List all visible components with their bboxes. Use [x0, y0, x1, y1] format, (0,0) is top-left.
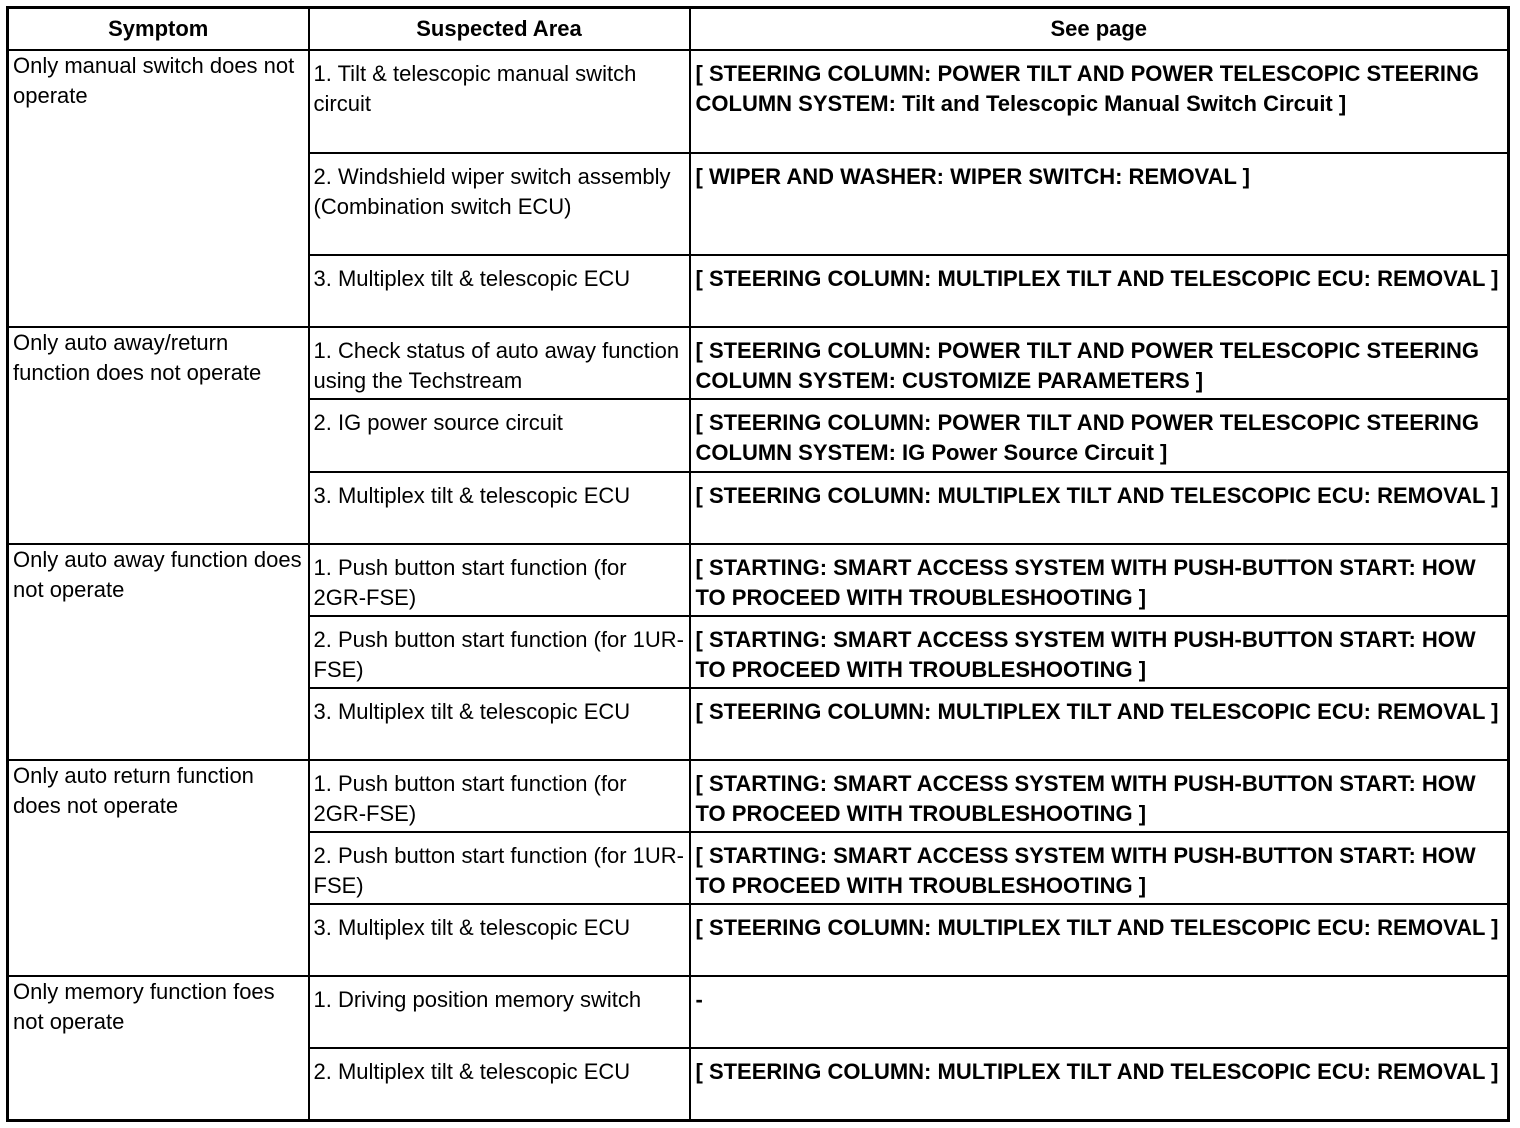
see-page-link[interactable]: [ STARTING: SMART ACCESS SYSTEM WITH PUSH-BUTTON START: HOW TO PROCEED WITH TROUBLESHOOTING ]	[690, 544, 1509, 616]
suspected-area-cell: 3. Multiplex tilt & telescopic ECU	[309, 688, 690, 760]
see-page-link[interactable]: [ STARTING: SMART ACCESS SYSTEM WITH PUSH-BUTTON START: HOW TO PROCEED WITH TROUBLESHOOTING ]	[690, 760, 1509, 832]
symptom-cell: Only auto away/return function does not operate	[8, 327, 309, 543]
suspected-area-cell: 1. Driving position memory switch	[309, 976, 690, 1048]
suspected-area-cell: 2. IG power source circuit	[309, 399, 690, 471]
suspected-area-cell: 1. Tilt & telescopic manual switch circuit	[309, 50, 690, 153]
symptom-table	[6, 6, 1510, 1122]
header-symptom: Symptom	[8, 8, 309, 51]
see-page-link[interactable]: [ STEERING COLUMN: MULTIPLEX TILT AND TELESCOPIC ECU: REMOVAL ]	[690, 1048, 1509, 1120]
see-page-link[interactable]: [ WIPER AND WASHER: WIPER SWITCH: REMOVAL ]	[690, 153, 1509, 255]
symptom-cell: Only memory function foes not operate	[8, 976, 309, 1120]
suspected-area-cell: 1. Push button start function (for 2GR-FSE)	[309, 544, 690, 616]
see-page-link[interactable]: [ STEERING COLUMN: MULTIPLEX TILT AND TELESCOPIC ECU: REMOVAL ]	[690, 472, 1509, 544]
header-suspected-area: Suspected Area	[309, 8, 690, 51]
table-row	[8, 976, 1509, 1048]
suspected-area-cell: 3. Multiplex tilt & telescopic ECU	[309, 255, 690, 327]
see-page-link[interactable]: [ STEERING COLUMN: MULTIPLEX TILT AND TELESCOPIC ECU: REMOVAL ]	[690, 688, 1509, 760]
table-row	[8, 760, 1509, 832]
suspected-area-cell: 1. Check status of auto away function using the Techstream	[309, 327, 690, 399]
see-page-link[interactable]: [ STEERING COLUMN: MULTIPLEX TILT AND TELESCOPIC ECU: REMOVAL ]	[690, 904, 1509, 976]
symptom-cell: Only auto away function does not operate	[8, 544, 309, 760]
see-page-text: -	[690, 976, 1509, 1048]
suspected-area-cell: 3. Multiplex tilt & telescopic ECU	[309, 904, 690, 976]
header-row	[8, 8, 1509, 51]
see-page-link[interactable]: [ STEERING COLUMN: POWER TILT AND POWER TELESCOPIC STEERING COLUMN SYSTEM: IG Power Source Circuit ]	[690, 399, 1509, 471]
see-page-link[interactable]: [ STARTING: SMART ACCESS SYSTEM WITH PUSH-BUTTON START: HOW TO PROCEED WITH TROUBLESHOOTING ]	[690, 616, 1509, 688]
symptom-cell: Only manual switch does not operate	[8, 50, 309, 327]
see-page-link[interactable]: [ STEERING COLUMN: POWER TILT AND POWER TELESCOPIC STEERING COLUMN SYSTEM: Tilt and Telescopic Manual Switch Circuit ]	[690, 50, 1509, 153]
suspected-area-cell: 2. Push button start function (for 1UR-FSE)	[309, 616, 690, 688]
table-row	[8, 327, 1509, 399]
suspected-area-cell: 3. Multiplex tilt & telescopic ECU	[309, 472, 690, 544]
see-page-link[interactable]: [ STARTING: SMART ACCESS SYSTEM WITH PUSH-BUTTON START: HOW TO PROCEED WITH TROUBLESHOOTING ]	[690, 832, 1509, 904]
see-page-link[interactable]: [ STEERING COLUMN: MULTIPLEX TILT AND TELESCOPIC ECU: REMOVAL ]	[690, 255, 1509, 327]
see-page-link[interactable]: [ STEERING COLUMN: POWER TILT AND POWER TELESCOPIC STEERING COLUMN SYSTEM: CUSTOMIZE PARAMETERS ]	[690, 327, 1509, 399]
header-see-page: See page	[690, 8, 1509, 51]
suspected-area-cell: 1. Push button start function (for 2GR-FSE)	[309, 760, 690, 832]
suspected-area-cell: 2. Push button start function (for 1UR-FSE)	[309, 832, 690, 904]
symptom-cell: Only auto return function does not operate	[8, 760, 309, 976]
table-row	[8, 50, 1509, 153]
suspected-area-cell: 2. Windshield wiper switch assembly (Combination switch ECU)	[309, 153, 690, 255]
suspected-area-cell: 2. Multiplex tilt & telescopic ECU	[309, 1048, 690, 1120]
table-row	[8, 544, 1509, 616]
